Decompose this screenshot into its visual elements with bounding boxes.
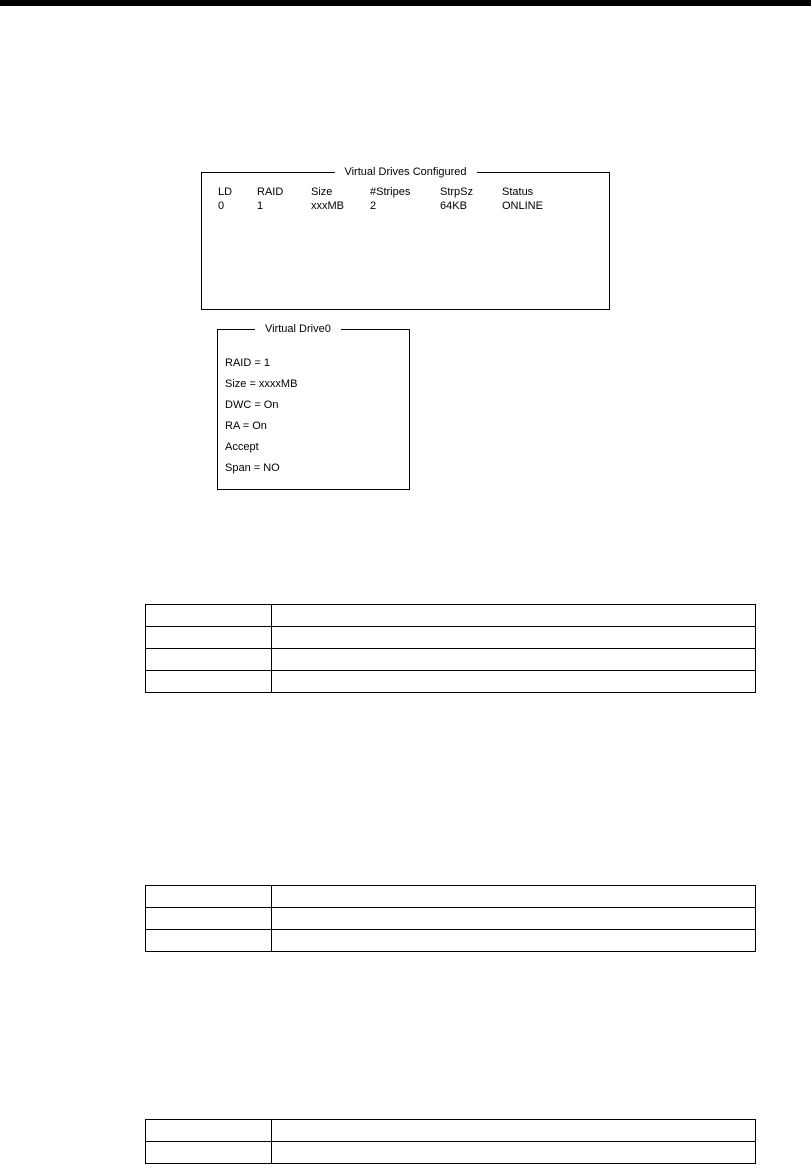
table-row	[146, 605, 756, 627]
table-cell	[146, 1142, 272, 1164]
menu-item-size[interactable]: Size = xxxxMB	[225, 378, 298, 390]
table-row	[146, 908, 756, 930]
empty-table-1	[145, 604, 756, 693]
table-row	[146, 649, 756, 671]
column-header-raid: RAID	[257, 186, 284, 198]
virtual-drives-configured-title: Virtual Drives Configured	[334, 164, 476, 180]
virtual-drive0-menu	[225, 353, 297, 479]
table-cell	[146, 671, 272, 693]
column-header-stripes: #Stripes	[370, 186, 411, 198]
table-cell	[272, 886, 756, 908]
virtual-drive0-panel	[217, 323, 410, 490]
table-cell	[146, 605, 272, 627]
table-cell	[272, 605, 756, 627]
drive-row-size[interactable]: xxxMB	[311, 200, 344, 212]
table-row	[146, 1142, 756, 1164]
virtual-drive0-title: Virtual Drive0	[255, 321, 341, 337]
menu-item-span[interactable]: Span = NO	[225, 462, 280, 474]
table-cell	[146, 1120, 272, 1142]
menu-item-raid[interactable]: RAID = 1	[225, 357, 270, 369]
virtual-drives-configured-panel	[201, 166, 610, 310]
table-cell	[272, 671, 756, 693]
column-header-ld: LD	[218, 186, 233, 198]
drive-row-raid[interactable]: 1	[257, 200, 264, 212]
table-cell	[272, 1120, 756, 1142]
empty-table-2	[145, 885, 756, 952]
table-row	[146, 886, 756, 908]
table-cell	[146, 627, 272, 649]
menu-item-ra[interactable]: RA = On	[225, 420, 267, 432]
table-cell	[272, 930, 756, 952]
virtual-drives-table	[202, 173, 609, 309]
table-cell	[272, 908, 756, 930]
drive-row-status[interactable]: ONLINE	[502, 200, 543, 212]
drive-row-stripes[interactable]: 2	[370, 200, 377, 212]
table-row	[146, 1120, 756, 1142]
page-top-rule	[0, 0, 811, 6]
table-cell	[146, 908, 272, 930]
column-header-size: Size	[311, 186, 333, 198]
table-cell	[146, 886, 272, 908]
column-header-status: Status	[502, 186, 534, 198]
table-cell	[272, 627, 756, 649]
menu-item-dwc[interactable]: DWC = On	[225, 399, 279, 411]
table-cell	[272, 1142, 756, 1164]
column-header-strip-size: StrpSz	[440, 186, 474, 198]
table-cell	[272, 649, 756, 671]
drive-row-strip-size[interactable]: 64KB	[440, 200, 467, 212]
table-cell	[146, 649, 272, 671]
table-row	[146, 930, 756, 952]
menu-item-accept[interactable]: Accept	[225, 441, 259, 453]
table-row	[146, 627, 756, 649]
empty-table-3	[145, 1119, 756, 1164]
table-row	[146, 671, 756, 693]
table-cell	[146, 930, 272, 952]
drive-row-ld[interactable]: 0	[218, 200, 225, 212]
